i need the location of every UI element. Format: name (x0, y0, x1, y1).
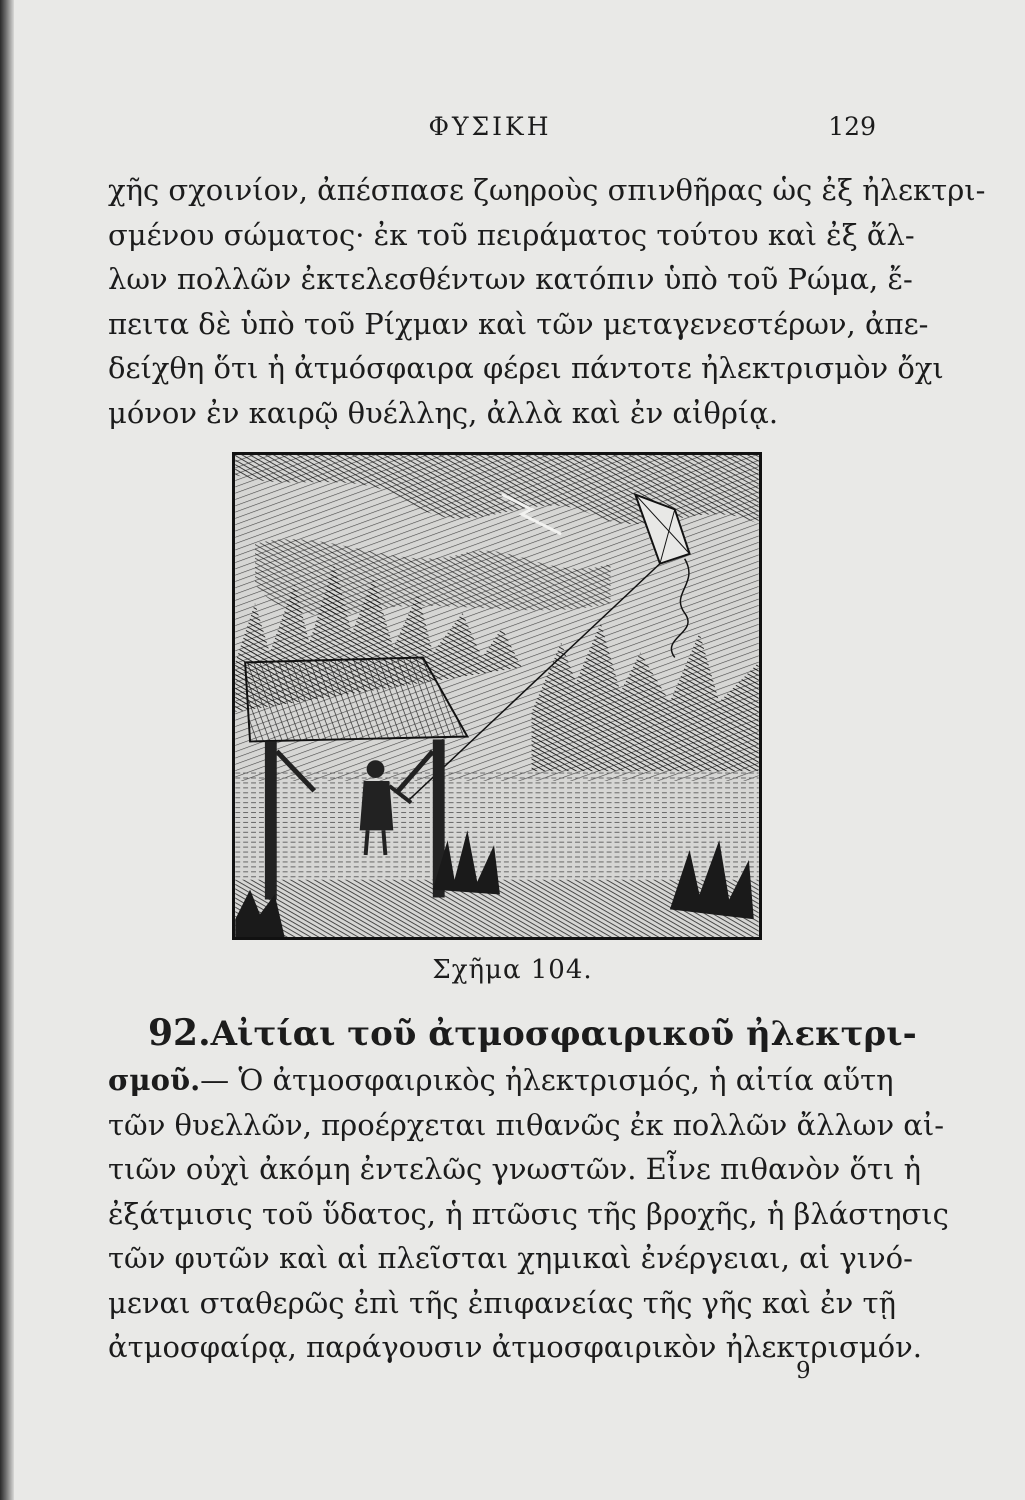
figure-104-illustration (232, 452, 762, 940)
text-line: τῶν φυτῶν καὶ αἱ πλεῖσται χημικαὶ ἐνέργειαι, αἱ γινό- (108, 1241, 913, 1275)
running-header (100, 112, 880, 148)
page-number: 129 (828, 112, 876, 141)
text-line: χῆς σχοινίον, ἀπέσπασε ζωηροὺς σπινθῆρας ὡς ἐξ ἠλεκτρι- (108, 173, 986, 207)
section-title-line2: σμοῦ. (108, 1063, 201, 1097)
text-line: λων πολλῶν ἐκτελεσθέντων κατόπιν ὑπὸ τοῦ Ρώμα, ἔ- (108, 262, 913, 296)
text-line: μεναι σταθερῶς ἐπὶ τῆς ἐπιφανείας τῆς γῆς καὶ ἐν τῇ (108, 1285, 896, 1320)
text-line-with-title (108, 1058, 894, 1103)
text-line: δείχθη ὅτι ἡ ἀτμόσφαιρα φέρει πάντοτε ἠλεκτρισμὸν ὄχι (108, 351, 944, 385)
text-line: πειτα δὲ ὑπὸ τοῦ Ρίχμαν καὶ τῶν μεταγενεστέρων, ἀπε- (108, 306, 929, 341)
text-line: — Ὁ ἀτμοσφαιρικὸς ἠλεκτρισμός, ἡ αἰτία αὕτη (200, 1063, 894, 1097)
signature-mark: 9 (796, 1358, 811, 1384)
section-heading (148, 1012, 917, 1062)
text-line: τῶν θυελλῶν, προέρχεται πιθανῶς ἐκ πολλῶν ἄλλων αἰ- (108, 1107, 945, 1142)
section-title-line1: Αἰτίαι τοῦ ἀτμοσφαιρικοῦ ἠλεκτρι- (210, 1014, 917, 1054)
text-line: ἐξάτμισις τοῦ ὕδατος, ἡ πτῶσις τῆς βροχῆς, ἡ βλάστησις (108, 1196, 949, 1231)
text-line: μόνον ἐν καιρῷ θυέλλης, ἀλλὰ καὶ ἐν αἰθρίᾳ. (108, 395, 779, 430)
figure-caption: Σχῆμα 104. (432, 955, 593, 985)
kite-storm-engraving (235, 455, 759, 937)
running-title: ΦΥΣΙΚΗ (428, 112, 552, 141)
section-number: 92. (148, 1012, 211, 1054)
section-paragraph (108, 1058, 949, 1370)
paragraph-continued (108, 168, 986, 435)
text-line: σμένου σώματος· ἐκ τοῦ πειράματος τούτου καὶ ἐξ ἄλ- (108, 217, 915, 252)
text-line: ἀτμοσφαίρᾳ, παράγουσιν ἀτμοσφαιρικὸν ἠλεκτρισμόν. (108, 1330, 922, 1364)
text-line: τιῶν οὐχὶ ἀκόμη ἐντελῶς γνωστῶν. Εἶνε πιθανὸν ὅτι ἡ (108, 1152, 921, 1186)
page-binding-edge (0, 0, 14, 1500)
